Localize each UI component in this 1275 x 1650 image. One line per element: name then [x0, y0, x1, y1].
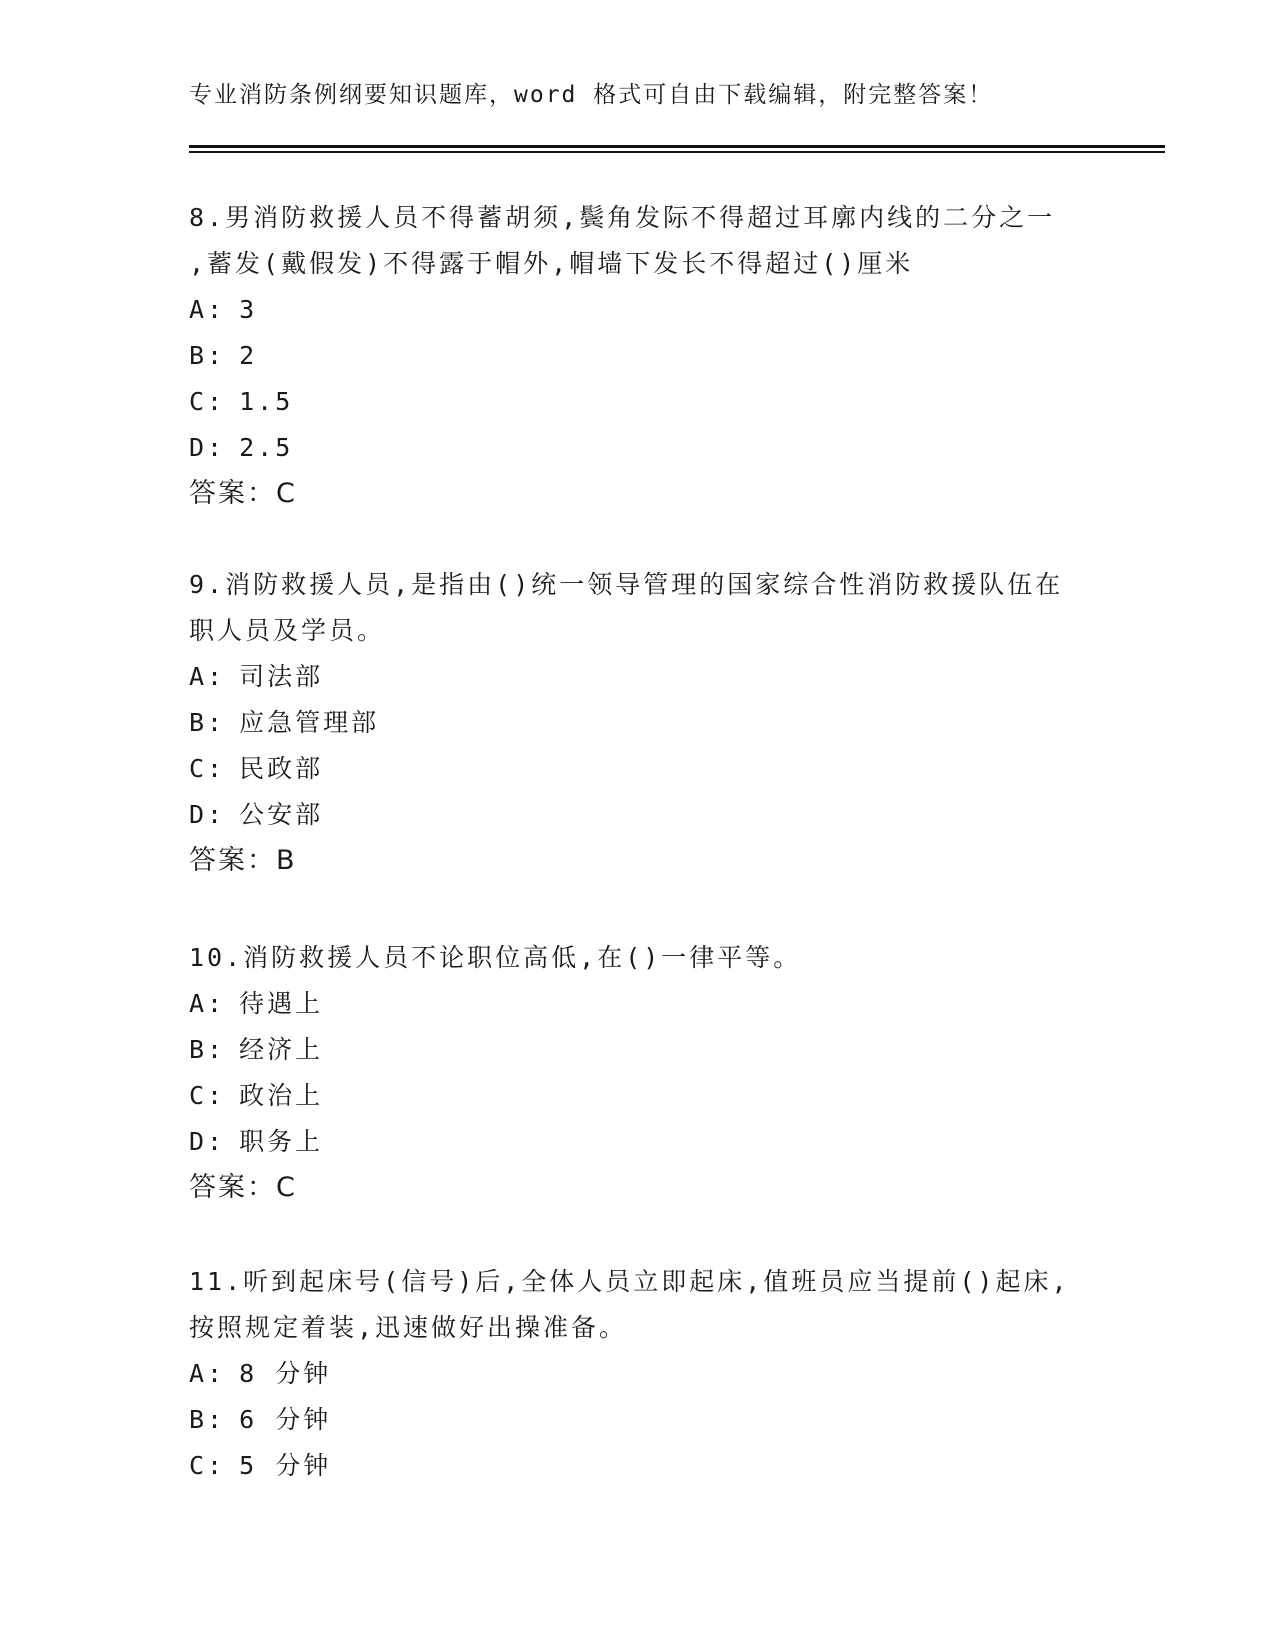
question-stem-line: 11.听到起床号(信号)后,全体人员立即起床,值班员应当提前()起床,	[189, 1267, 1070, 1296]
option-key: A:	[189, 662, 226, 691]
answer-line: 答案：B	[189, 845, 297, 876]
option-b	[189, 333, 1089, 379]
option-a	[189, 287, 1089, 333]
option-text: 经济上	[239, 1035, 324, 1064]
option-b	[189, 1027, 1089, 1073]
option-d	[189, 1119, 1089, 1165]
option-key: A:	[189, 989, 226, 1018]
document-header: 专业消防条例纲要知识题库，word 格式可自由下载编辑，附完整答案！	[189, 82, 994, 108]
option-key: C:	[189, 1081, 226, 1110]
option-c	[189, 1443, 1089, 1489]
option-d	[189, 425, 1089, 471]
option-c	[189, 1073, 1089, 1119]
option-key: C:	[189, 387, 226, 416]
option-text: 8 分钟	[239, 1359, 332, 1388]
option-key: B:	[189, 1035, 226, 1064]
question-11	[189, 1259, 1089, 1489]
option-key: D:	[189, 1127, 226, 1156]
answer-line: 答案：C	[189, 1172, 297, 1203]
question-stem-line: 9.消防救援人员,是指由()统一领导管理的国家综合性消防救援队伍在	[189, 570, 1064, 599]
option-key: A:	[189, 295, 226, 324]
option-text: 职务上	[239, 1127, 324, 1156]
option-text: 5 分钟	[239, 1451, 332, 1480]
option-text: 政治上	[239, 1081, 324, 1110]
question-8	[189, 195, 1089, 517]
option-b	[189, 1397, 1089, 1443]
option-a	[189, 981, 1089, 1027]
option-text: 应急管理部	[239, 708, 380, 737]
option-text: 公安部	[239, 800, 324, 829]
question-stem-line: 10.消防救援人员不论职位高低,在()一律平等。	[189, 943, 802, 972]
option-key: C:	[189, 754, 226, 783]
question-stem-line: 职人员及学员。	[189, 616, 386, 645]
option-key: B:	[189, 341, 226, 370]
option-text: 待遇上	[239, 989, 324, 1018]
header-divider	[189, 145, 1165, 153]
question-9	[189, 562, 1089, 884]
option-text: 3	[239, 295, 258, 324]
answer-line: 答案：C	[189, 478, 297, 509]
option-text: 2	[239, 341, 258, 370]
option-a	[189, 654, 1089, 700]
option-key: A:	[189, 1359, 226, 1388]
option-a	[189, 1351, 1089, 1397]
question-stem-line: ,蓄发(戴假发)不得露于帽外,帽墙下发长不得超过()厘米	[189, 249, 914, 278]
option-text: 1.5	[239, 387, 294, 416]
option-key: B:	[189, 1405, 226, 1434]
option-text: 司法部	[239, 662, 324, 691]
question-stem-line: 8.男消防救援人员不得蓄胡须,鬓角发际不得超过耳廓内线的二分之一	[189, 203, 1056, 232]
option-d	[189, 792, 1089, 838]
option-key: D:	[189, 800, 226, 829]
option-text: 2.5	[239, 433, 294, 462]
option-c	[189, 746, 1089, 792]
option-key: D:	[189, 433, 226, 462]
option-key: B:	[189, 708, 226, 737]
option-b	[189, 700, 1089, 746]
option-key: C:	[189, 1451, 226, 1480]
option-text: 6 分钟	[239, 1405, 332, 1434]
option-text: 民政部	[239, 754, 324, 783]
question-10	[189, 935, 1089, 1211]
question-stem-line: 按照规定着装,迅速做好出操准备。	[189, 1313, 628, 1342]
option-c	[189, 379, 1089, 425]
